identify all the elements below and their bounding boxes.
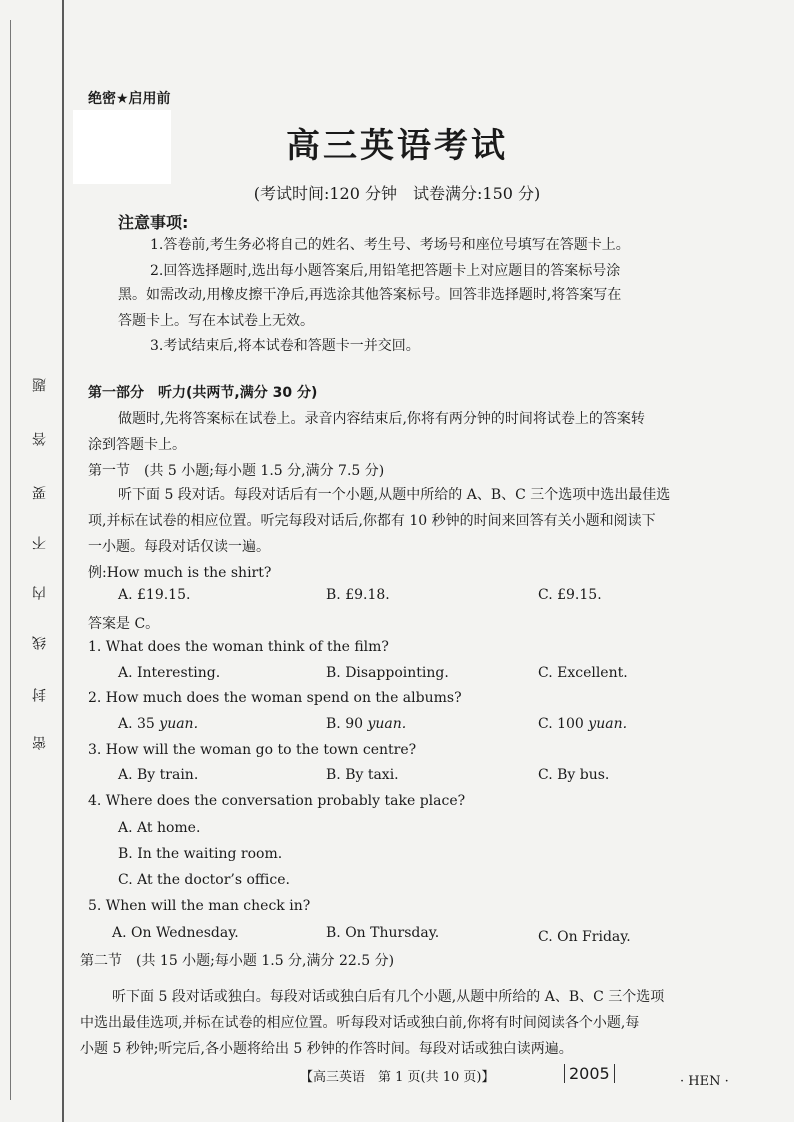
part1-heading: 第一部分 听力(共两节,满分 30 分) [88,385,318,401]
seal-char: 线 [32,636,48,650]
option-c: C. By bus. [538,767,610,783]
seal-char: 封 [32,688,48,702]
part1-intro: 涂到答题卡上。 [88,437,186,453]
exam-title: 高三英语考试 [286,126,508,166]
option-c: C. At the doctor’s office. [118,872,290,888]
option-a: A. Interesting. [118,665,221,681]
question-2: 2. How much does the woman spend on the albums? [88,690,462,706]
notice-line: 答题卡上。写在本试卷上无效。 [118,313,314,329]
section1-heading: 第一节 (共 5 小题;每小题 1.5 分,满分 7.5 分) [88,463,385,479]
example-answer: 答案是 C。 [88,616,160,632]
seal-char: 要 [32,486,48,500]
exam-code: 2005 [564,1064,615,1083]
part1-intro: 做题时,先将答案标在试卷上。录音内容结束后,你将有两分钟的时间将试卷上的答案转 [118,411,645,427]
section1-intro: 一小题。每段对话仅读一遍。 [88,539,270,555]
notice-heading: 注意事项: [118,213,189,232]
option-a: A. 35 yuan. [118,716,199,732]
seal-char: 内 [32,586,48,600]
seal-char: 不 [32,536,48,550]
seal-char: 答 [32,432,48,446]
option-b: B. In the waiting room. [118,846,283,862]
question-3: 3. How will the woman go to the town centre? [88,742,417,758]
option-b: B. Disappointing. [326,665,449,681]
section1-intro: 项,并标在试卷的相应位置。听完每段对话后,你都有 10 秒钟的时间来回答有关小题和阅读下 [88,513,656,529]
option-a: A. At home. [118,820,201,836]
section2-intro: 听下面 5 段对话或独白。每段对话或独白后有几个小题,从题中所给的 A、B、C 三个选项 [112,989,665,1005]
section2-intro: 中选出最佳选项,并标在试卷的相应位置。听每段对话或独白前,你将有时间阅读各个小题,每 [80,1015,640,1031]
section2-intro: 小题 5 秒钟;听完后,各小题将给出 5 秒钟的作答时间。每段对话或独白读两遍。 [80,1041,573,1057]
section2-heading: 第二节 (共 15 小题;每小题 1.5 分,满分 22.5 分) [80,953,395,969]
seal-char: 题 [32,378,48,392]
question-1: 1. What does the woman think of the film? [88,639,389,655]
option-c: C. On Friday. [538,929,631,945]
seal-divider-line [62,0,64,1122]
notice-line: 3.考试结束后,将本试卷和答题卡一并交回。 [150,338,420,354]
example-question: 例:How much is the shirt? [88,565,272,581]
option-a: A. On Wednesday. [112,925,239,941]
option-a: A. By train. [118,767,199,783]
option-c: C. £9.15. [538,587,602,603]
notice-line: 1.答卷前,考生务必将自己的姓名、考生号、考场号和座位号填写在答题卡上。 [150,237,630,253]
exam-subtitle: (考试时间:120 分钟 试卷满分:150 分) [253,184,541,203]
seal-char: 密 [32,736,48,750]
option-a: A. £19.15. [118,587,191,603]
option-b: B. 90 yuan. [326,716,407,732]
option-b: B. By taxi. [326,767,399,783]
option-b: B. £9.18. [326,587,390,603]
confidential-label: 绝密★启用前 [88,91,171,107]
notice-line: 2.回答选择题时,选出每小题答案后,用铅笔把答题卡上对应题目的答案标号涂 [150,263,621,279]
question-5: 5. When will the man check in? [88,898,311,914]
footer-tag: · HEN · [680,1074,729,1089]
notice-line: 黑。如需改动,用橡皮擦干净后,再选涂其他答案标号。回答非选择题时,将答案写在 [118,287,622,303]
question-4: 4. Where does the conversation probably take place? [88,793,466,809]
page-footer: 【高三英语 第 1 页(共 10 页)】 [300,1070,495,1085]
section1-intro: 听下面 5 段对话。每段对话后有一个小题,从题中所给的 A、B、C 三个选项中选出最佳选 [118,487,671,503]
option-c: C. Excellent. [538,665,628,681]
option-b: B. On Thursday. [326,925,440,941]
option-c: C. 100 yuan. [538,716,628,732]
